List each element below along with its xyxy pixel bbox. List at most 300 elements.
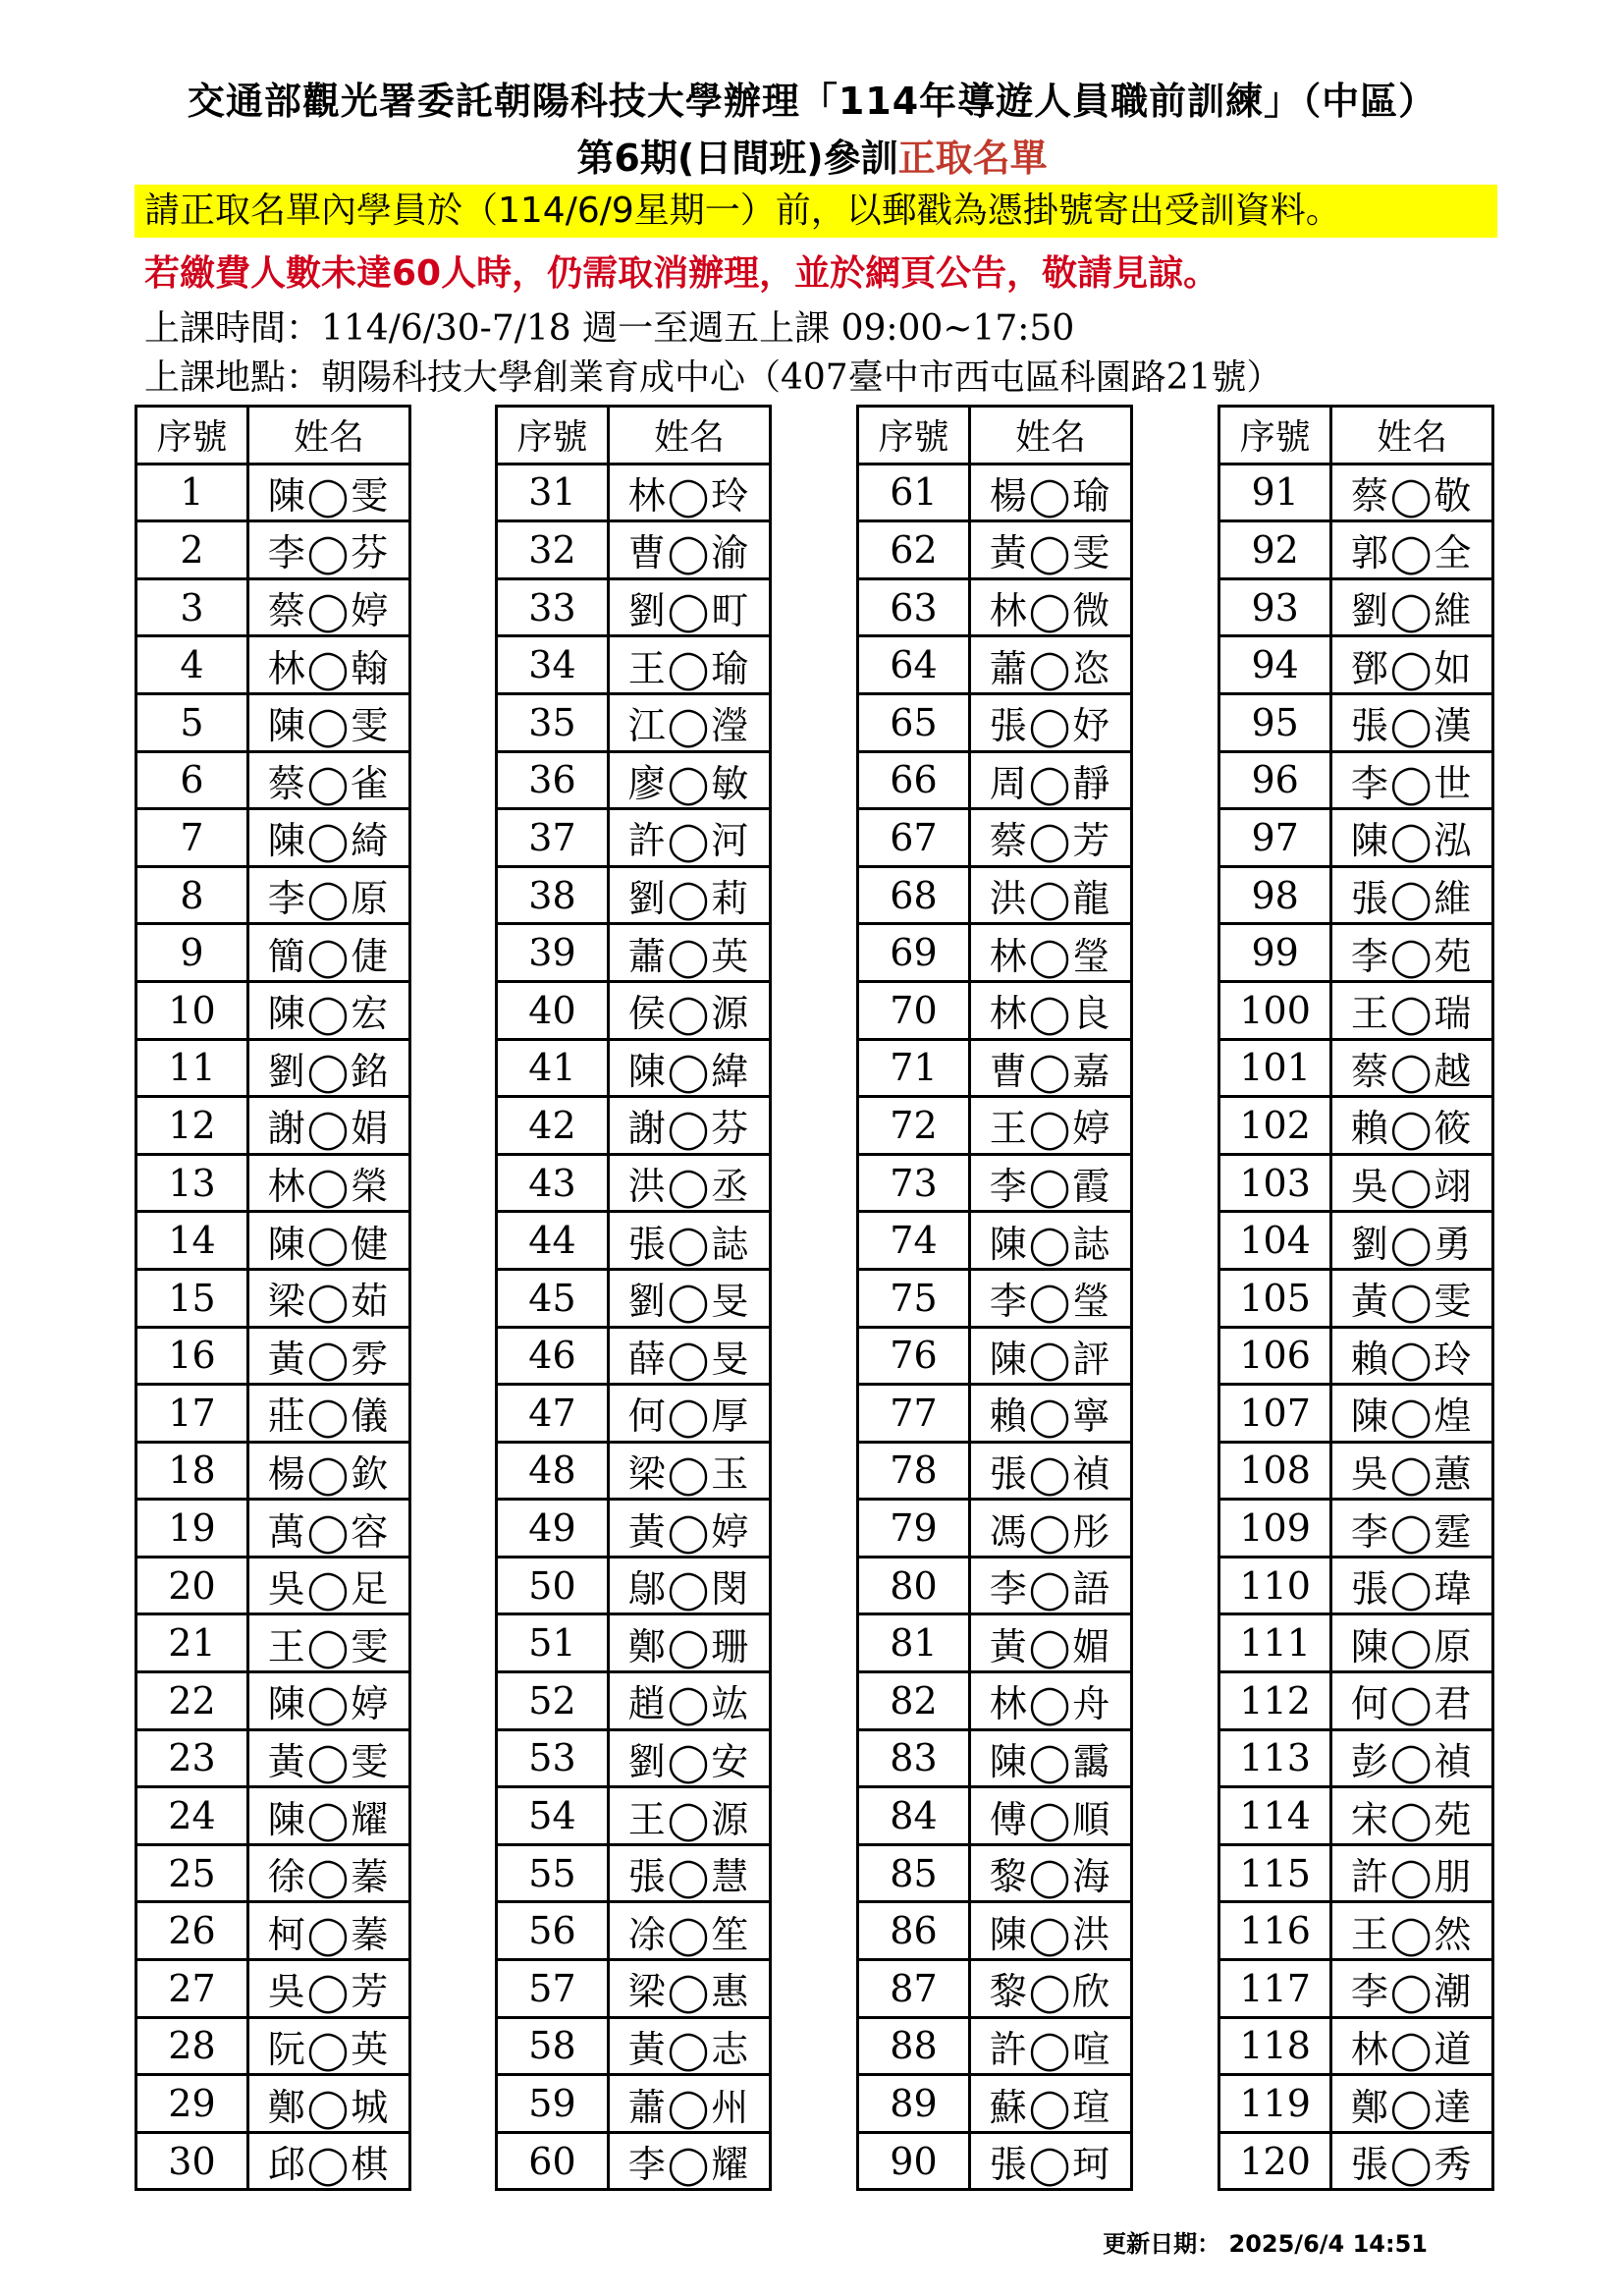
row-number: 29: [136, 2075, 248, 2133]
trainee-name: 黃◯志: [608, 2017, 770, 2075]
table-row: [136, 578, 410, 636]
trainee-name: 陳◯雯: [247, 693, 409, 751]
column-header-number: 序號: [497, 407, 609, 465]
row-number: 13: [136, 1154, 248, 1212]
table-row: [497, 809, 771, 867]
table-row: [1219, 1960, 1493, 2018]
trainee-name: 薛◯旻: [608, 1327, 770, 1385]
row-number: 73: [858, 1154, 970, 1212]
subtitle-prefix: 第6期(日間班)參訓: [576, 137, 898, 180]
trainee-name: 李◯原: [247, 866, 409, 924]
row-number: 76: [858, 1327, 970, 1385]
table-row: [497, 1500, 771, 1558]
row-number: 14: [136, 1212, 248, 1270]
roster-table: [495, 405, 772, 2191]
row-number: 12: [136, 1097, 248, 1155]
column-header-number: 序號: [136, 407, 248, 465]
row-number: 108: [1219, 1442, 1331, 1500]
row-number: 34: [497, 636, 609, 694]
trainee-name: 林◯良: [969, 981, 1131, 1039]
table-row: [136, 1844, 410, 1902]
row-number: 17: [136, 1385, 248, 1443]
row-number: 37: [497, 809, 609, 867]
trainee-name: 簡◯倢: [247, 924, 409, 982]
trainee-name: 萬◯容: [247, 1500, 409, 1558]
trainee-name: 陳◯評: [969, 1327, 1131, 1385]
trainee-name: 鄭◯珊: [608, 1614, 770, 1672]
row-number: 65: [858, 693, 970, 751]
trainee-name: 何◯厚: [608, 1385, 770, 1443]
update-date: 更新日期： 2025/6/4 14:51: [1103, 2230, 1428, 2258]
row-number: 35: [497, 693, 609, 751]
deadline-notice: 請正取名單內學員於（114/6/9星期一）前，以郵戳為憑掛號寄出受訓資料。: [135, 185, 1497, 238]
row-number: 109: [1219, 1500, 1331, 1558]
table-row: [1219, 1614, 1493, 1672]
row-number: 28: [136, 2017, 248, 2075]
row-number: 79: [858, 1500, 970, 1558]
trainee-name: 林◯玲: [608, 464, 770, 521]
trainee-name: 莊◯儀: [247, 1385, 409, 1443]
trainee-name: 黃◯雯: [247, 1729, 409, 1787]
trainee-name: 劉◯莉: [608, 866, 770, 924]
trainee-name: 陳◯洪: [969, 1902, 1131, 1960]
roster-table: [856, 405, 1133, 2191]
table-row: [1219, 1500, 1493, 1558]
trainee-name: 黃◯婷: [608, 1500, 770, 1558]
row-number: 52: [497, 1672, 609, 1730]
trainee-name: 吳◯蕙: [1331, 1442, 1493, 1500]
trainee-name: 張◯珂: [969, 2132, 1131, 2190]
row-number: 4: [136, 636, 248, 694]
row-number: 83: [858, 1729, 970, 1787]
trainee-name: 林◯榮: [247, 1154, 409, 1212]
table-row: [497, 636, 771, 694]
trainee-name: 張◯維: [1331, 866, 1493, 924]
table-row: [1219, 1902, 1493, 1960]
table-row: [497, 866, 771, 924]
trainee-name: 傅◯順: [969, 1787, 1131, 1845]
trainee-name: 何◯君: [1331, 1672, 1493, 1730]
table-row: [136, 924, 410, 982]
row-number: 48: [497, 1442, 609, 1500]
trainee-name: 賴◯寧: [969, 1385, 1131, 1443]
row-number: 55: [497, 1844, 609, 1902]
table-row: [858, 693, 1132, 751]
table-row: [858, 2132, 1132, 2190]
column-header-name: 姓名: [1331, 407, 1493, 465]
row-number: 39: [497, 924, 609, 982]
table-row: [497, 1327, 771, 1385]
trainee-name: 趙◯竑: [608, 1672, 770, 1730]
row-number: 99: [1219, 924, 1331, 982]
row-number: 91: [1219, 464, 1331, 521]
table-row: [497, 464, 771, 521]
row-number: 61: [858, 464, 970, 521]
row-number: 98: [1219, 866, 1331, 924]
table-row: [497, 1902, 771, 1960]
row-number: 49: [497, 1500, 609, 1558]
trainee-name: 賴◯筱: [1331, 1097, 1493, 1155]
row-number: 112: [1219, 1672, 1331, 1730]
row-number: 30: [136, 2132, 248, 2190]
trainee-name: 陳◯泓: [1331, 809, 1493, 867]
table-row: [136, 1500, 410, 1558]
trainee-name: 許◯喧: [969, 2017, 1131, 2075]
table-row: [497, 1672, 771, 1730]
trainee-name: 張◯妤: [969, 693, 1131, 751]
trainee-name: 陳◯雯: [247, 464, 409, 521]
row-number: 87: [858, 1960, 970, 2018]
row-number: 106: [1219, 1327, 1331, 1385]
trainee-name: 吳◯翊: [1331, 1154, 1493, 1212]
trainee-name: 林◯舟: [969, 1672, 1131, 1730]
trainee-name: 蕭◯英: [608, 924, 770, 982]
row-number: 40: [497, 981, 609, 1039]
trainee-name: 陳◯誌: [969, 1212, 1131, 1270]
trainee-name: 侯◯源: [608, 981, 770, 1039]
table-row: [858, 1039, 1132, 1097]
table-row: [136, 2132, 410, 2190]
trainee-name: 曹◯渝: [608, 521, 770, 579]
trainee-name: 黃◯雯: [1331, 1269, 1493, 1327]
row-number: 43: [497, 1154, 609, 1212]
subtitle-highlight: 正取名單: [897, 137, 1048, 180]
trainee-name: 蔡◯越: [1331, 1039, 1493, 1097]
trainee-name: 王◯瑜: [608, 636, 770, 694]
trainee-name: 陳◯煌: [1331, 1385, 1493, 1443]
row-number: 10: [136, 981, 248, 1039]
trainee-name: 梁◯玉: [608, 1442, 770, 1500]
trainee-name: 陳◯靄: [969, 1729, 1131, 1787]
table-row: [858, 464, 1132, 521]
row-number: 88: [858, 2017, 970, 2075]
row-number: 102: [1219, 1097, 1331, 1155]
table-row: [497, 1039, 771, 1097]
table-row: [497, 924, 771, 982]
trainee-name: 阮◯英: [247, 2017, 409, 2075]
trainee-name: 馮◯彤: [969, 1500, 1131, 1558]
row-number: 31: [497, 464, 609, 521]
row-number: 74: [858, 1212, 970, 1270]
table-row: [858, 2017, 1132, 2075]
row-number: 66: [858, 751, 970, 809]
table-row: [1219, 1729, 1493, 1787]
trainee-name: 劉◯町: [608, 578, 770, 636]
trainee-name: 鄔◯閔: [608, 1557, 770, 1614]
row-number: 32: [497, 521, 609, 579]
table-row: [497, 751, 771, 809]
column-header-name: 姓名: [969, 407, 1131, 465]
table-header-row: [1219, 407, 1493, 465]
trainee-name: 王◯瑞: [1331, 981, 1493, 1039]
row-number: 3: [136, 578, 248, 636]
row-number: 120: [1219, 2132, 1331, 2190]
table-row: [1219, 1327, 1493, 1385]
table-row: [1219, 2132, 1493, 2190]
trainee-name: 李◯芬: [247, 521, 409, 579]
trainee-name: 洪◯龍: [969, 866, 1131, 924]
table-row: [497, 1614, 771, 1672]
table-row: [858, 521, 1132, 579]
row-number: 81: [858, 1614, 970, 1672]
table-row: [858, 1500, 1132, 1558]
table-row: [136, 2017, 410, 2075]
row-number: 6: [136, 751, 248, 809]
row-number: 9: [136, 924, 248, 982]
table-row: [497, 1385, 771, 1443]
trainee-name: 廖◯敏: [608, 751, 770, 809]
trainee-name: 柯◯蓁: [247, 1902, 409, 1960]
row-number: 117: [1219, 1960, 1331, 2018]
table-row: [497, 1844, 771, 1902]
table-row: [136, 1787, 410, 1845]
row-number: 63: [858, 578, 970, 636]
row-number: 104: [1219, 1212, 1331, 1270]
row-number: 103: [1219, 1154, 1331, 1212]
table-row: [858, 866, 1132, 924]
trainee-name: 李◯霆: [1331, 1500, 1493, 1558]
trainee-name: 彭◯禎: [1331, 1729, 1493, 1787]
table-row: [497, 1729, 771, 1787]
table-row: [1219, 924, 1493, 982]
trainee-name: 陳◯耀: [247, 1787, 409, 1845]
table-row: [497, 1269, 771, 1327]
roster-table: [1218, 405, 1494, 2191]
trainee-name: 黃◯雯: [969, 521, 1131, 579]
table-row: [136, 1097, 410, 1155]
row-number: 69: [858, 924, 970, 982]
row-number: 16: [136, 1327, 248, 1385]
row-number: 68: [858, 866, 970, 924]
table-row: [858, 2075, 1132, 2133]
row-number: 20: [136, 1557, 248, 1614]
trainee-name: 吳◯芳: [247, 1960, 409, 2018]
row-number: 95: [1219, 693, 1331, 751]
column-header-number: 序號: [858, 407, 970, 465]
trainee-name: 劉◯維: [1331, 578, 1493, 636]
trainee-name: 陳◯原: [1331, 1614, 1493, 1672]
table-row: [497, 2132, 771, 2190]
table-row: [1219, 578, 1493, 636]
trainee-name: 李◯世: [1331, 751, 1493, 809]
row-number: 64: [858, 636, 970, 694]
table-row: [1219, 751, 1493, 809]
table-row: [1219, 1442, 1493, 1500]
table-row: [858, 1614, 1132, 1672]
table-row: [858, 809, 1132, 867]
row-number: 2: [136, 521, 248, 579]
row-number: 70: [858, 981, 970, 1039]
row-number: 56: [497, 1902, 609, 1960]
table-header-row: [858, 407, 1132, 465]
table-row: [858, 1212, 1132, 1270]
trainee-name: 張◯誌: [608, 1212, 770, 1270]
table-row: [1219, 1672, 1493, 1730]
trainee-name: 江◯瀅: [608, 693, 770, 751]
trainee-name: 邱◯棋: [247, 2132, 409, 2190]
table-row: [1219, 464, 1493, 521]
trainee-name: 張◯禎: [969, 1442, 1131, 1500]
table-row: [497, 1557, 771, 1614]
trainee-name: 林◯微: [969, 578, 1131, 636]
trainee-name: 王◯然: [1331, 1902, 1493, 1960]
trainee-name: 李◯語: [969, 1557, 1131, 1614]
trainee-name: 張◯慧: [608, 1844, 770, 1902]
trainee-name: 蔡◯婷: [247, 578, 409, 636]
table-row: [136, 1442, 410, 1500]
table-row: [497, 1442, 771, 1500]
row-number: 119: [1219, 2075, 1331, 2133]
trainee-name: 蔡◯雀: [247, 751, 409, 809]
column-header-name: 姓名: [247, 407, 409, 465]
table-row: [136, 866, 410, 924]
table-header-row: [497, 407, 771, 465]
trainee-name: 黃◯雰: [247, 1327, 409, 1385]
table-row: [497, 521, 771, 579]
trainee-name: 郭◯全: [1331, 521, 1493, 579]
row-number: 53: [497, 1729, 609, 1787]
row-number: 78: [858, 1442, 970, 1500]
trainee-name: 楊◯欽: [247, 1442, 409, 1500]
table-row: [858, 1097, 1132, 1155]
table-row: [136, 1672, 410, 1730]
trainee-name: 黃◯媚: [969, 1614, 1131, 1672]
trainee-name: 林◯瑩: [969, 924, 1131, 982]
class-time: 上課時間：114/6/30-7/18 週一至週五上課 09:00~17:50: [144, 308, 1075, 349]
table-row: [497, 2017, 771, 2075]
trainee-name: 劉◯旻: [608, 1269, 770, 1327]
row-number: 93: [1219, 578, 1331, 636]
row-number: 59: [497, 2075, 609, 2133]
trainee-name: 陳◯緯: [608, 1039, 770, 1097]
table-row: [136, 693, 410, 751]
table-row: [497, 981, 771, 1039]
row-number: 21: [136, 1614, 248, 1672]
table-row: [858, 981, 1132, 1039]
trainee-name: 凃◯笙: [608, 1902, 770, 1960]
table-row: [136, 1327, 410, 1385]
table-row: [858, 1787, 1132, 1845]
table-row: [1219, 521, 1493, 579]
table-row: [1219, 1097, 1493, 1155]
row-number: 25: [136, 1844, 248, 1902]
row-number: 18: [136, 1442, 248, 1500]
table-row: [858, 1902, 1132, 1960]
row-number: 38: [497, 866, 609, 924]
trainee-name: 張◯瑋: [1331, 1557, 1493, 1614]
row-number: 7: [136, 809, 248, 867]
roster-tables: [135, 405, 1501, 2202]
trainee-name: 宋◯苑: [1331, 1787, 1493, 1845]
table-row: [1219, 2075, 1493, 2133]
row-number: 97: [1219, 809, 1331, 867]
row-number: 94: [1219, 636, 1331, 694]
trainee-name: 賴◯玲: [1331, 1327, 1493, 1385]
table-row: [1219, 866, 1493, 924]
row-number: 84: [858, 1787, 970, 1845]
trainee-name: 黎◯海: [969, 1844, 1131, 1902]
trainee-name: 李◯霞: [969, 1154, 1131, 1212]
trainee-name: 鄭◯城: [247, 2075, 409, 2133]
table-row: [497, 1787, 771, 1845]
row-number: 86: [858, 1902, 970, 1960]
table-row: [1219, 1154, 1493, 1212]
table-row: [858, 578, 1132, 636]
row-number: 26: [136, 1902, 248, 1960]
trainee-name: 蕭◯州: [608, 2075, 770, 2133]
row-number: 22: [136, 1672, 248, 1730]
row-number: 80: [858, 1557, 970, 1614]
row-number: 5: [136, 693, 248, 751]
table-row: [858, 924, 1132, 982]
trainee-name: 鄭◯達: [1331, 2075, 1493, 2133]
row-number: 23: [136, 1729, 248, 1787]
table-row: [136, 1154, 410, 1212]
trainee-name: 鄧◯如: [1331, 636, 1493, 694]
cancellation-notice: 若繳費人數未達60人時，仍需取消辦理，並於網頁公告，敬請見諒。: [144, 253, 1219, 294]
trainee-name: 陳◯健: [247, 1212, 409, 1270]
row-number: 36: [497, 751, 609, 809]
table-row: [858, 1327, 1132, 1385]
trainee-name: 陳◯婷: [247, 1672, 409, 1730]
table-row: [1219, 981, 1493, 1039]
trainee-name: 李◯苑: [1331, 924, 1493, 982]
trainee-name: 謝◯芬: [608, 1097, 770, 1155]
table-row: [858, 1442, 1132, 1500]
row-number: 96: [1219, 751, 1331, 809]
table-row: [858, 1844, 1132, 1902]
table-row: [136, 1385, 410, 1443]
table-row: [1219, 693, 1493, 751]
table-row: [497, 1960, 771, 2018]
table-row: [858, 636, 1132, 694]
table-row: [136, 1902, 410, 1960]
row-number: 82: [858, 1672, 970, 1730]
document-title: 交通部觀光署委託朝陽科技大學辦理「114年導遊人員職前訓練」（中區）: [187, 80, 1437, 123]
row-number: 19: [136, 1500, 248, 1558]
row-number: 24: [136, 1787, 248, 1845]
table-row: [1219, 1039, 1493, 1097]
table-row: [136, 1269, 410, 1327]
row-number: 11: [136, 1039, 248, 1097]
table-row: [1219, 1844, 1493, 1902]
table-row: [136, 2075, 410, 2133]
row-number: 110: [1219, 1557, 1331, 1614]
row-number: 50: [497, 1557, 609, 1614]
row-number: 116: [1219, 1902, 1331, 1960]
trainee-name: 梁◯茹: [247, 1269, 409, 1327]
row-number: 90: [858, 2132, 970, 2190]
roster-table: [135, 405, 411, 2191]
table-row: [858, 1385, 1132, 1443]
column-header-number: 序號: [1219, 407, 1331, 465]
row-number: 118: [1219, 2017, 1331, 2075]
table-row: [497, 1154, 771, 1212]
table-row: [136, 1614, 410, 1672]
trainee-name: 李◯潮: [1331, 1960, 1493, 2018]
trainee-name: 林◯道: [1331, 2017, 1493, 2075]
document-subtitle: [0, 128, 1624, 182]
table-row: [497, 1097, 771, 1155]
trainee-name: 李◯耀: [608, 2132, 770, 2190]
table-row: [1219, 1787, 1493, 1845]
trainee-name: 徐◯蓁: [247, 1844, 409, 1902]
row-number: 46: [497, 1327, 609, 1385]
table-row: [858, 1557, 1132, 1614]
row-number: 92: [1219, 521, 1331, 579]
table-row: [858, 1729, 1132, 1787]
trainee-name: 蔡◯敬: [1331, 464, 1493, 521]
